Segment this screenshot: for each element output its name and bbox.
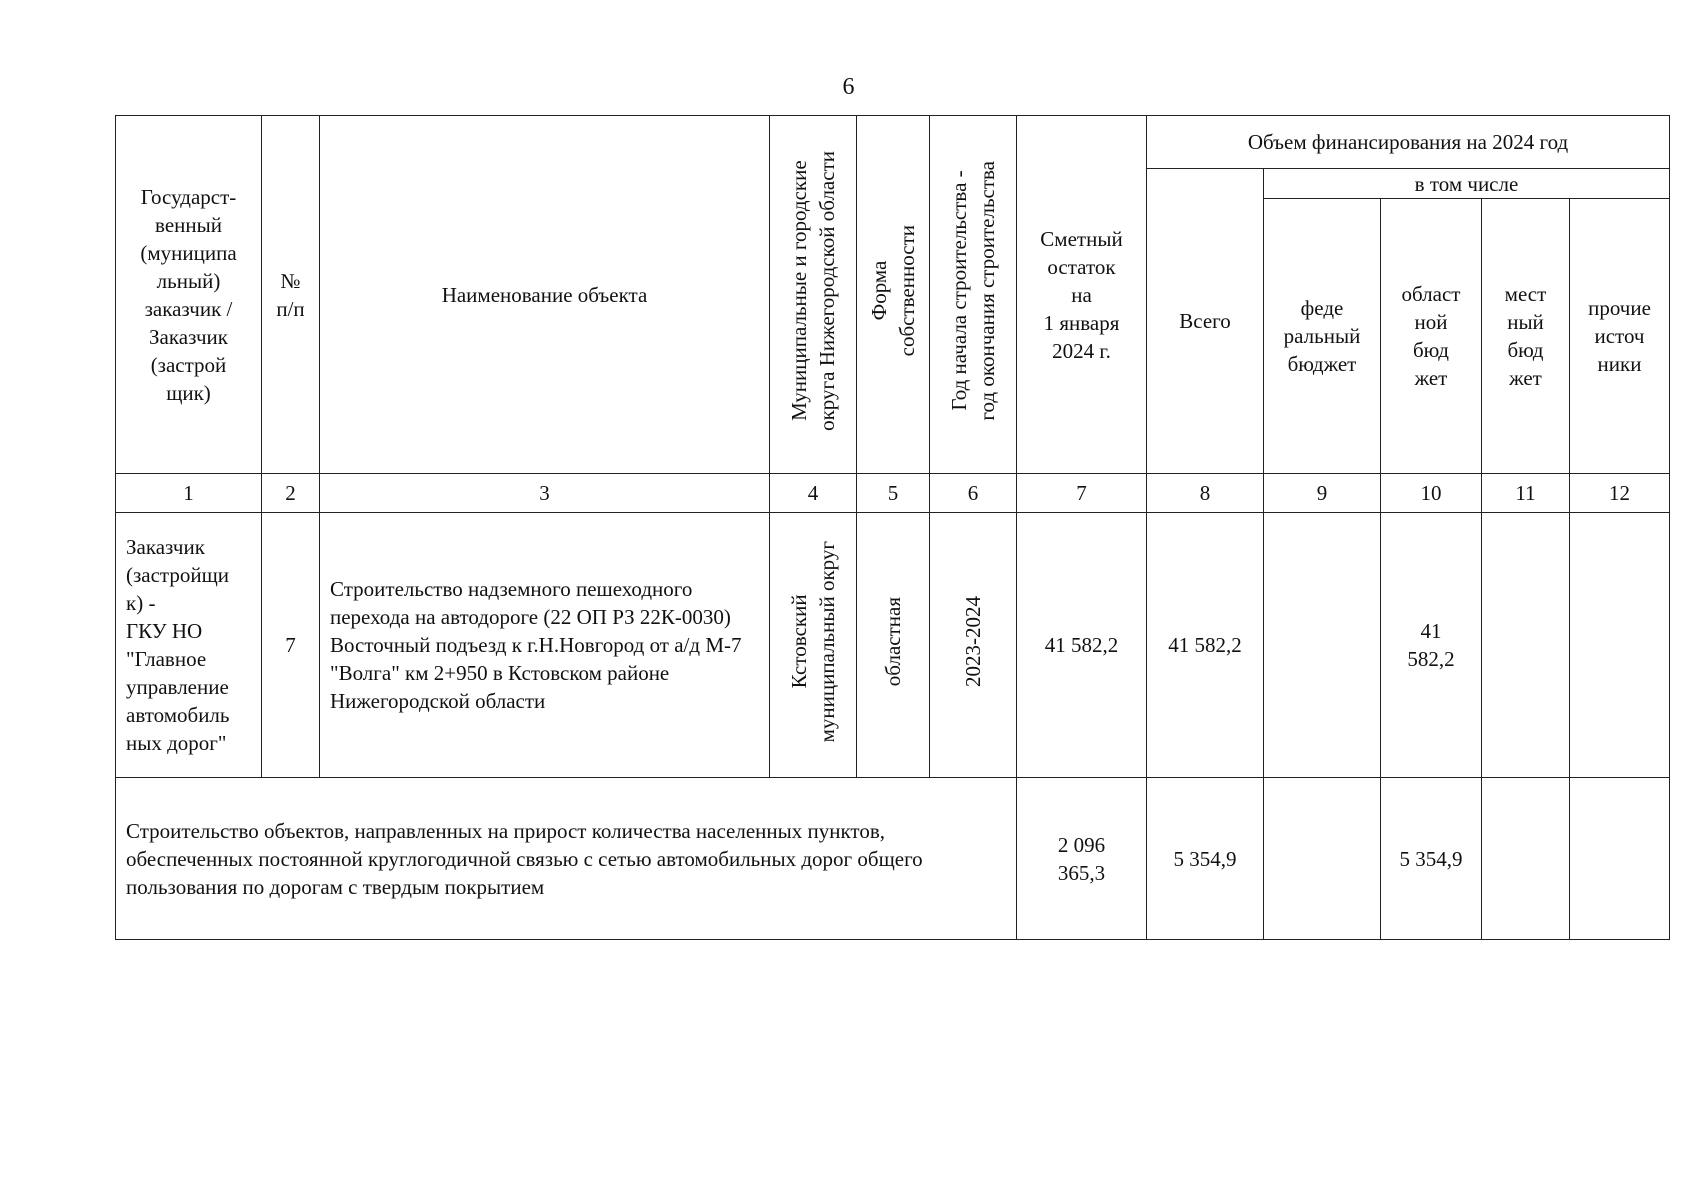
header-estimated: Сметный остаток на 1 января 2024 г. xyxy=(1017,116,1147,474)
row-federal xyxy=(1264,513,1381,778)
header-total: Всего xyxy=(1147,169,1264,474)
row-object-name: Строительство надземного пешеходного перехода на автодороге (22 ОП РЗ 22К-0030) Восточный подъезд к г.Н.Новгород от а/д М-7 "Волга" км 2+950 в Кстовском районе Нижегородской области xyxy=(320,513,770,778)
row-total: 41 582,2 xyxy=(1147,513,1264,778)
summary-regional: 5 354,9 xyxy=(1381,778,1482,940)
column-number: 9 xyxy=(1264,474,1381,513)
row-other xyxy=(1570,513,1670,778)
row-regional: 41 582,2 xyxy=(1381,513,1482,778)
header-number: № п/п xyxy=(262,116,320,474)
column-number: 7 xyxy=(1017,474,1147,513)
column-number: 4 xyxy=(770,474,857,513)
column-number: 11 xyxy=(1482,474,1570,513)
summary-row xyxy=(116,778,1670,940)
column-number: 5 xyxy=(857,474,930,513)
column-number: 2 xyxy=(262,474,320,513)
column-number: 10 xyxy=(1381,474,1482,513)
row-ownership xyxy=(857,513,930,778)
header-municipal-text: Муниципальные и городские округа Нижегородской области xyxy=(787,151,839,431)
row-customer: Заказчик (застройщи к) - ГКУ НО "Главное управление автомобиль ных дорог" xyxy=(116,513,262,778)
header-ownership-text: Форма собственности xyxy=(867,225,919,357)
summary-local xyxy=(1482,778,1570,940)
row-municipal xyxy=(770,513,857,778)
header-local: мест ный бюд жет xyxy=(1482,199,1570,474)
table-row xyxy=(116,513,1670,778)
summary-federal xyxy=(1264,778,1381,940)
header-financing: Объем финансирования на 2024 год xyxy=(1147,116,1670,169)
header-object-name: Наименование объекта xyxy=(320,116,770,474)
row-years-text: 2023-2024 xyxy=(961,596,985,687)
row-local xyxy=(1482,513,1570,778)
financing-table xyxy=(115,115,1670,940)
row-years xyxy=(930,513,1017,778)
row-number: 7 xyxy=(262,513,320,778)
column-number: 8 xyxy=(1147,474,1264,513)
column-number: 3 xyxy=(320,474,770,513)
header-years xyxy=(930,116,1017,474)
row-estimated: 41 582,2 xyxy=(1017,513,1147,778)
header-federal: феде ральный бюджет xyxy=(1264,199,1381,474)
header-customer: Государст- венный (муниципа льный) заказчик / Заказчик (застрой щик) xyxy=(116,116,262,474)
page-number: 6 xyxy=(842,74,855,100)
summary-estimated: 2 096 365,3 xyxy=(1017,778,1147,940)
header-municipal xyxy=(770,116,857,474)
summary-total: 5 354,9 xyxy=(1147,778,1264,940)
header-years-text: Год начала строительства - год окончания строительства xyxy=(947,161,999,421)
row-ownership-text: областная xyxy=(881,596,905,687)
row-municipal-text: Кстовский муниципальный округ xyxy=(787,540,839,743)
column-number: 6 xyxy=(930,474,1017,513)
header-ownership xyxy=(857,116,930,474)
column-numbers-row xyxy=(116,474,1670,513)
summary-label: Строительство объектов, направленных на прирост количества населенных пунктов, обеспеченных постоянной круглогодичной связью с сетью автомобильных дорог общего пользования по дорогам с твердым покрытием xyxy=(116,778,1017,940)
header-including: в том числе xyxy=(1264,169,1670,199)
header-other: прочие источ ники xyxy=(1570,199,1670,474)
summary-other xyxy=(1570,778,1670,940)
column-number: 12 xyxy=(1570,474,1670,513)
column-number: 1 xyxy=(116,474,262,513)
header-regional: област ной бюд жет xyxy=(1381,199,1482,474)
